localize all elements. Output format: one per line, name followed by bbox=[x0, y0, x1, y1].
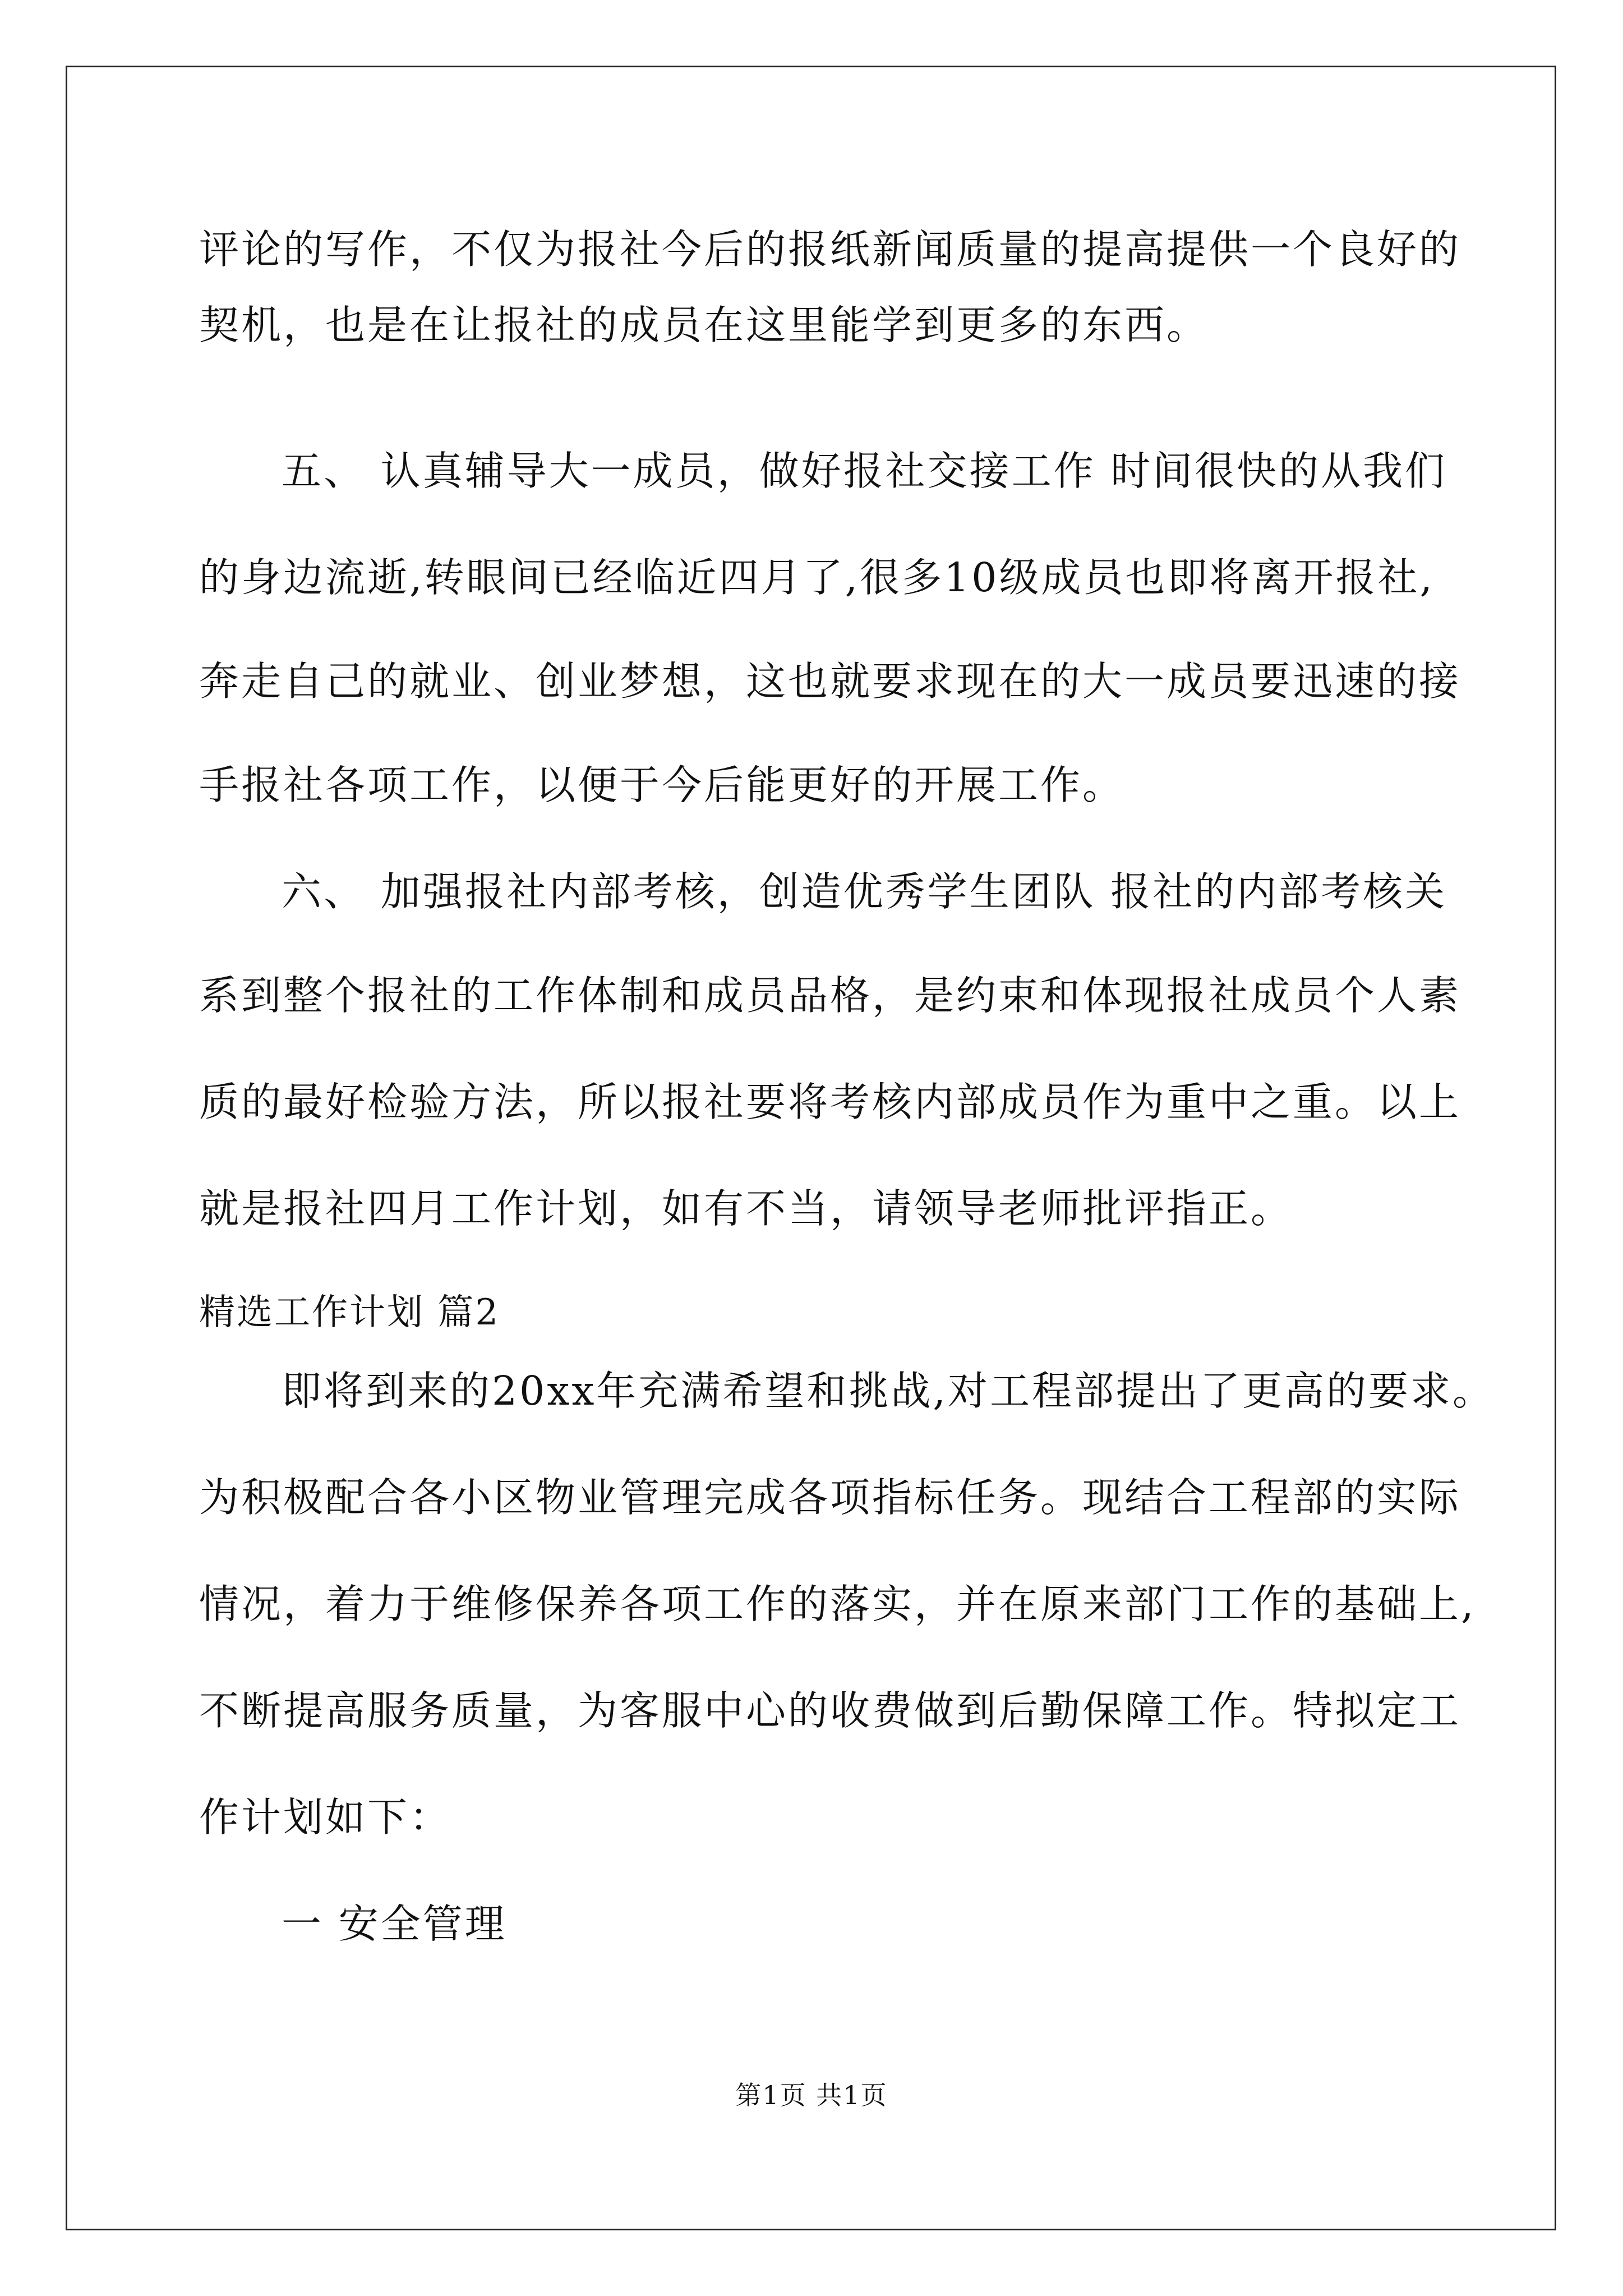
body-text-line: 情况，着力于维修保养各项工作的落实，并在原来部门工作的基础上, bbox=[199, 1581, 1476, 1627]
body-text-line: 即将到来的20xx年充满希望和挑战,对工程部提出了更高的要求。 bbox=[282, 1368, 1495, 1414]
page-number-footer: 第1页 共1页 bbox=[735, 2080, 888, 2110]
body-text-line: 就是报社四月工作计划，如有不当，请领导老师批评指正。 bbox=[199, 1185, 1293, 1232]
body-text-line: 奔走自己的就业、创业梦想，这也就要求现在的大一成员要迅速的接 bbox=[199, 658, 1461, 705]
body-text-line: 的身边流逝,转眼间已经临近四月了,很多10级成员也即将离开报社, bbox=[199, 554, 1435, 601]
body-text-line: 不断提高服务质量，为客服中心的收费做到后勤保障工作。特拟定工 bbox=[199, 1687, 1461, 1734]
section-six-line: 六、 加强报社内部考核，创造优秀学生团队 报社的内部考核关 bbox=[282, 868, 1447, 915]
subsection-heading: 一 安全管理 bbox=[282, 1901, 507, 1947]
body-text-line: 契机，也是在让报社的成员在这里能学到更多的东西。 bbox=[199, 302, 1209, 348]
body-text-line: 作计划如下： bbox=[199, 1794, 452, 1841]
body-text-line: 质的最好检验方法，所以报社要将考核内部成员作为重中之重。以上 bbox=[199, 1079, 1461, 1125]
section-five-line: 五、 认真辅导大一成员，做好报社交接工作 时间很快的从我们 bbox=[282, 448, 1447, 494]
body-text-line: 为积极配合各小区物业管理完成各项指标任务。现结合工程部的实际 bbox=[199, 1474, 1461, 1521]
body-text-line: 评论的写作，不仅为报社今后的报纸新闻质量的提高提供一个良好的 bbox=[199, 226, 1461, 273]
section-heading: 精选工作计划 篇2 bbox=[199, 1292, 500, 1333]
body-text-line: 手报社各项工作，以便于今后能更好的开展工作。 bbox=[199, 762, 1125, 808]
body-text-line: 系到整个报社的工作体制和成员品格，是约束和体现报社成员个人素 bbox=[199, 972, 1461, 1019]
